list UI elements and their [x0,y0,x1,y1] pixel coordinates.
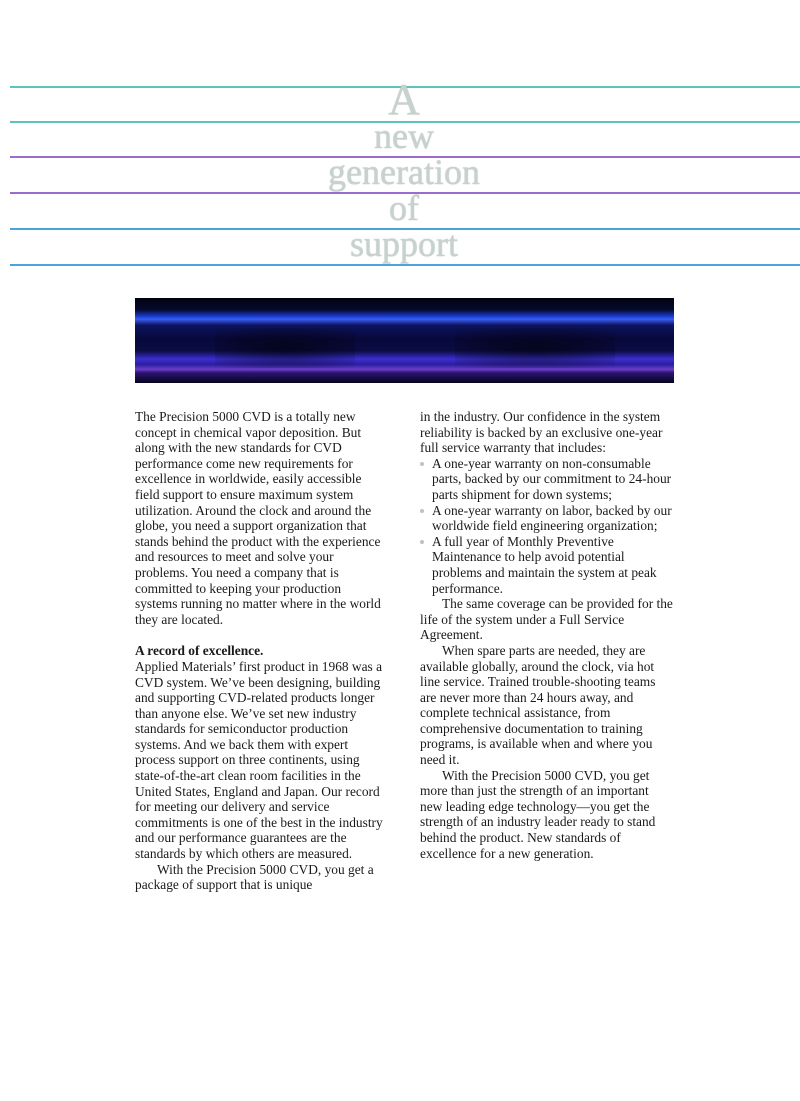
title-word: A [388,75,420,124]
warranty-list-item: A one-year warranty on labor, backed by our worldwide field engineering organization; [420,503,674,534]
title-word: new [374,116,434,156]
package-paragraph: With the Precision 5000 CVD, you get a package of support that is unique [135,861,374,893]
stripe-rule-blue-2 [10,264,800,266]
section-heading: A record of excellence. [135,643,264,659]
spare-parts-paragraph: When spare parts are needed, they are available globally, around the clock, via hot line service. Trained trouble-shooting teams are never more than 24 hours away, and complete technical assistance, from comprehensive documentation to training programs, is available when and where you need it. [420,642,656,768]
page-title [254,75,554,264]
warranty-intro-paragraph: in the industry. Our confidence in the system reliability is backed by an exclusive one-year full service warranty that includes: [420,409,663,456]
title-word: of [389,188,419,228]
closing-paragraph: With the Precision 5000 CVD, you get more than just the strength of an important new leading edge technology—you get the strength of an industry leader ready to stand behind the product. New standards of excellence for a new generation. [420,767,656,861]
coverage-paragraph: The same coverage can be provided for the life of the system under a Full Service Agreement. [420,596,673,643]
title-word: generation [328,152,480,192]
warranty-list [420,456,674,596]
right-column [420,409,674,861]
record-paragraph: Applied Materials’ first product in 1968 was a CVD system. We’ve been designing, building and supporting CVD-related products longer than anyone else. We’ve set new industry standards for semiconductor production systems. And we back them with expert process support on three continents, using state-of-the-art clean room facilities in the United States, England and Japan. Our record for meeting our delivery and service commitments is one of the best in the industry and our performance guarantees are the standards by which others are measured. [135,658,383,862]
warranty-list-item: A full year of Monthly Preventive Maintenance to help avoid potential problems and maintain the system at peak performance. [420,534,674,596]
title-word: support [350,224,458,264]
left-column [135,409,385,893]
photo-shadow [455,328,615,368]
photo-shadow [215,328,355,368]
intro-paragraph: The Precision 5000 CVD is a totally new concept in chemical vapor deposition. But along with the new standards for CVD performance come new requirements for excellence in worldwide, easily accessible field support to ensure maximum system utilization. Around the clock and around the globe, you need a support organization that stands behind the product with the experience and resources to meet and solve your problems. You need a company that is committed to keeping your production systems running no matter where in the world they are located. [135,409,381,627]
hero-photo [135,298,674,383]
warranty-list-item: A one-year warranty on non-consumable parts, backed by our commitment to 24-hour parts shipment for down systems; [420,456,674,503]
